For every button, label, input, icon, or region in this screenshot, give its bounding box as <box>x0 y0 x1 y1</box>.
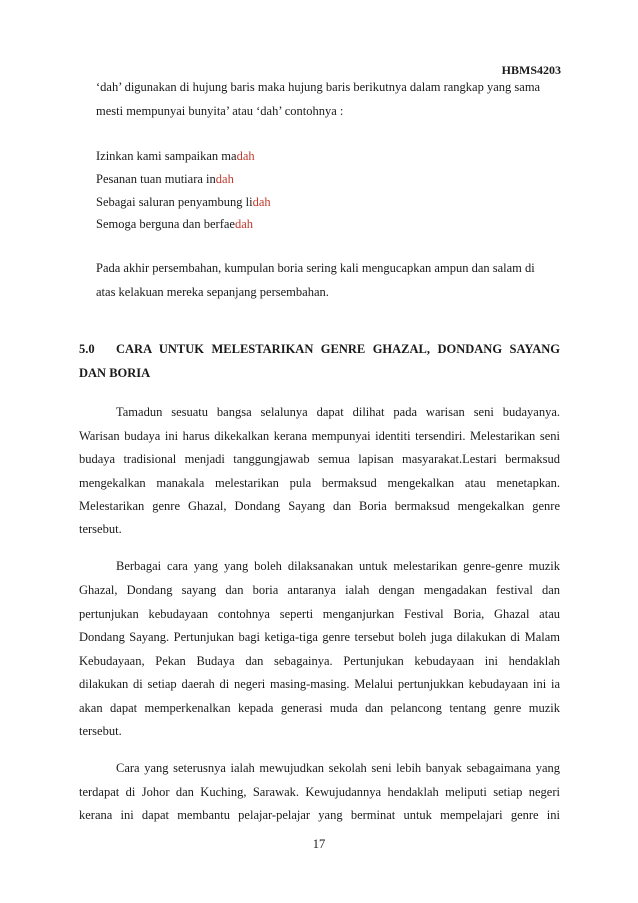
verse-line-1: Izinkan kami sampaikan madah <box>96 149 255 163</box>
rhyme-ending: dah <box>236 149 255 163</box>
paragraph2-line: akan dapat memperkenalkan kepada generasi muda dan pelancong tentang genre muzik <box>79 701 560 715</box>
intro-line-2: mesti mempunyai bunyita’ atau ‘dah’ contohnya : <box>96 104 344 118</box>
verse-line-2: Pesanan tuan mutiara indah <box>96 172 234 186</box>
paragraph2-line: tersebut. <box>79 724 122 738</box>
rhyme-ending: dah <box>215 172 234 186</box>
paragraph1-line: mengekalkan manakala melestarikan pula bermaksud mengekalkan atau menetapkan. <box>79 476 560 490</box>
verse-line-3: Sebagai saluran penyambung lidah <box>96 195 271 209</box>
paragraph2-line: dilakukan di setiap daerah di negeri masing-masing. Melalui pertunjukkan kebudayaan ini ia <box>79 677 560 691</box>
page-number: 17 <box>312 837 326 851</box>
end-line-1: Pada akhir persembahan, kumpulan boria sering kali mengucapkan ampun dan salam di <box>96 261 535 275</box>
paragraph3-line: terdapat di Johor dan Kuching, Sarawak. Kewujudannya hendaklah meliputi setiap negeri <box>79 785 560 799</box>
paragraph1-line: Melestarikan genre Ghazal, Dondang Sayang dan Boria bermaksud mengekalkan genre <box>79 499 560 513</box>
intro-line-1: ‘dah’ digunakan di hujung baris maka hujung baris berikutnya dalam rangkap yang sama <box>96 80 541 94</box>
paragraph2-line: Dondang Sayang. Pertunjukan bagi ketiga-tiga genre tersebut boleh juga dilakukan di Malam <box>79 630 560 644</box>
verse-line-4: Semoga berguna dan berfaedah <box>96 217 254 231</box>
paragraph1-line: budaya tradisional menjadi tanggungjawab semua lapisan masyarakat.Lestari bermaksud <box>79 452 560 466</box>
paragraph2-line: Kebudayaan, Pekan Budaya dan sebagainya. Pertunjukan kebudayaan ini hendaklah <box>79 654 560 668</box>
paragraph1-line: Tamadun sesuatu bangsa selalunya dapat dilihat pada warisan seni budayanya. <box>116 405 560 419</box>
course-code-header: HBMS4203 <box>501 63 561 77</box>
paragraph2-line: Ghazal, Dondang sayang dan boria antaranya ialah dengan mengadakan festival dan <box>79 583 560 597</box>
paragraph1-line: Warisan budaya ini harus dikekalkan kerana mempunyai identiti tersendiri. Melestarikan seni <box>79 429 560 443</box>
paragraph2-line: pertunjukan kebudayaan contohnya seperti menganjurkan Festival Boria, Ghazal atau <box>79 607 560 621</box>
paragraph2-line: Berbagai cara yang yang boleh dilaksanakan untuk melestarikan genre-genre muzik <box>116 559 560 573</box>
section-number: 5.0 <box>79 342 95 356</box>
rhyme-ending: dah <box>234 217 254 231</box>
paragraph3-line: Cara yang seterusnya ialah mewujudkan sekolah seni lebih banyak sebagaimana yang <box>116 761 560 775</box>
paragraph3-line: kerana ini dapat membantu pelajar-pelajar yang berminat untuk mempelajari genre ini <box>79 808 560 822</box>
section-title-line-1: CARA UNTUK MELESTARIKAN GENRE GHAZAL, DONDANG SAYANG <box>116 342 560 356</box>
paragraph1-line: tersebut. <box>79 522 122 536</box>
section-title-line-2: DAN BORIA <box>79 366 151 380</box>
end-line-2: atas kelakuan mereka sepanjang persembahan. <box>96 285 329 299</box>
rhyme-ending: dah <box>252 195 271 209</box>
